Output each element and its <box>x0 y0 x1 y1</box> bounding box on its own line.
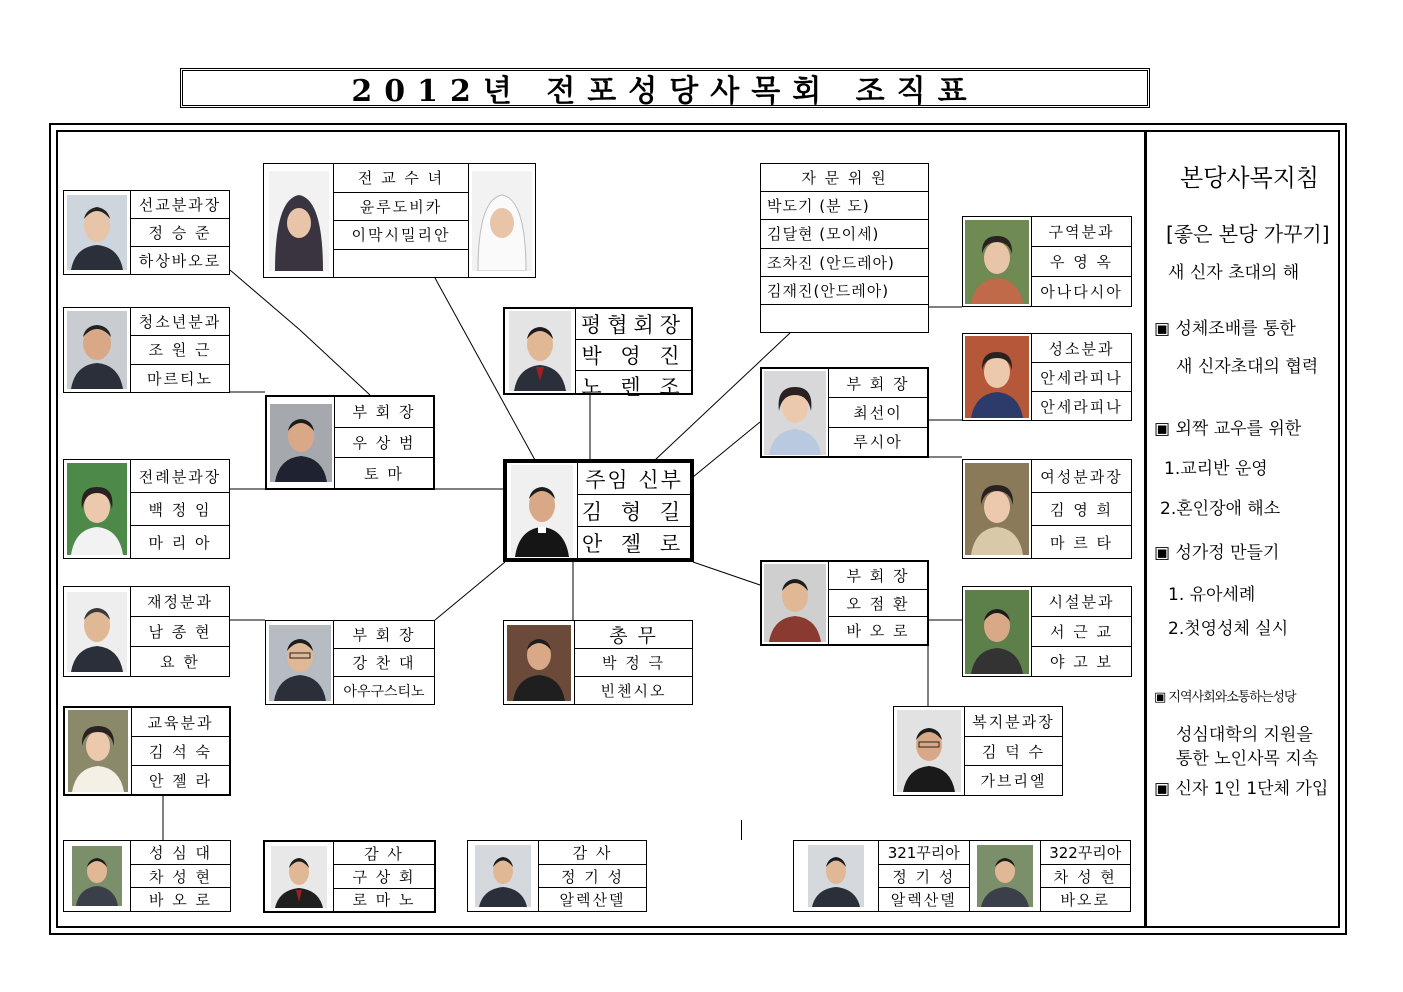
guidelines-heading: 본당사목지침 <box>1180 164 1320 192</box>
guideline-line: 통한 노인사목 지속 <box>1176 749 1319 769</box>
role: 복지분과장 <box>965 707 1062 737</box>
page-title: 2012년 전포성당사목회 조직표 <box>180 68 1150 108</box>
photo <box>468 841 539 911</box>
box-curia <box>793 840 1131 912</box>
baptismal-name: 마 르 타 <box>1049 533 1113 552</box>
guideline-line: 1. 유아세례 <box>1168 585 1256 605</box>
guideline-line: 성심대학의 지원을 <box>1176 725 1313 745</box>
pastor-photo <box>507 463 578 558</box>
box-sacristy <box>962 333 1132 421</box>
person-name: 조 원 근 <box>131 336 229 364</box>
role: 평협회장 <box>576 309 691 340</box>
role: 부 회 장 <box>335 397 433 428</box>
photo <box>64 841 131 911</box>
baptismal-name: 아우구스티노 <box>343 683 425 700</box>
role: 감 사 <box>539 841 646 865</box>
box-vice-president-lower-left <box>265 620 435 705</box>
pastoral-guidelines <box>1150 140 1340 920</box>
person-name: 정 승 준 <box>131 219 229 247</box>
guideline-line: 2.첫영성체 실시 <box>1168 619 1289 639</box>
box-general-secretary <box>503 620 693 705</box>
role: 총 무 <box>575 621 692 649</box>
role: 전 교 수 녀 <box>334 164 468 193</box>
photo <box>963 460 1032 558</box>
guideline-line: [좋은 본당 가꾸기] <box>1166 222 1330 246</box>
person-name: 정 기 성 <box>539 865 646 889</box>
photo <box>963 217 1032 306</box>
baptismal-name: 하상바오로 <box>138 252 222 270</box>
baptismal-name: 바오로 <box>1060 891 1110 910</box>
role: 감 사 <box>334 842 434 865</box>
box-sacred-heart-college <box>63 840 231 912</box>
box-pastor <box>503 459 694 562</box>
photo <box>762 562 829 644</box>
photo <box>64 460 131 558</box>
person-name: 김 덕 수 <box>965 737 1062 767</box>
box-welfare <box>893 706 1063 796</box>
guideline-line: ▣ 신자 1인 1단체 가입 <box>1154 779 1329 799</box>
box-nuns <box>263 163 536 278</box>
box-auditor-1 <box>263 840 436 913</box>
photo <box>267 397 335 488</box>
role: 선교분과장 <box>131 191 229 219</box>
baptismal-name: 가브리엘 <box>980 772 1047 791</box>
empty-cell <box>334 250 468 278</box>
baptismal-name: 마르티노 <box>147 369 213 388</box>
role: 청소년분과 <box>131 308 229 336</box>
baptismal-name: 요 한 <box>160 653 200 671</box>
photo <box>64 308 131 392</box>
advisor-name: 김달현 (모이세) <box>761 220 928 248</box>
stray-mark <box>741 820 742 840</box>
box-council-president <box>503 307 693 399</box>
person-name: 우 영 옥 <box>1032 247 1131 277</box>
role: 부 회 장 <box>829 369 927 398</box>
baptismal-name: 마 리 아 <box>148 533 212 552</box>
person-name: 김 영 희 <box>1032 493 1131 526</box>
nun-photo <box>264 164 334 277</box>
box-vice-president-female <box>760 367 929 458</box>
baptismal-name: 아나다시아 <box>1040 283 1123 301</box>
photo <box>266 621 334 704</box>
role: 여성분과장 <box>1032 460 1131 493</box>
guideline-line: ▣ 외짝 교우를 위한 <box>1154 419 1302 439</box>
box-mission <box>63 190 230 275</box>
box-vice-president-left <box>265 395 435 490</box>
photo <box>762 369 829 456</box>
box-finance <box>63 586 230 677</box>
role: 전례분과장 <box>131 460 229 493</box>
baptismal-name: 안 젤 로 <box>581 531 687 556</box>
person-name: 박 정 극 <box>575 649 692 677</box>
person-name: 차 성 현 <box>131 865 230 889</box>
person-name: 이막시밀리안 <box>334 221 468 250</box>
role: 부 회 장 <box>334 621 434 649</box>
baptismal-name: 토 마 <box>364 464 404 483</box>
person-name: 우 상 범 <box>335 428 433 459</box>
photo <box>505 309 576 393</box>
role: 321꾸리아 <box>879 841 969 865</box>
box-vice-president-right <box>760 560 929 646</box>
advisor-name: 박도기 (분 도) <box>761 192 928 220</box>
guideline-line: 2.혼인장애 해소 <box>1160 499 1281 519</box>
box-district <box>962 216 1132 307</box>
baptismal-name: 알렉산델 <box>890 891 957 910</box>
role: 시설분과 <box>1032 587 1131 617</box>
photo <box>265 842 334 911</box>
baptismal-name: 루시아 <box>853 433 903 452</box>
guideline-line: ▣ 성가정 만들기 <box>1154 543 1280 563</box>
box-education <box>63 706 231 796</box>
role: 구역분과 <box>1032 217 1131 247</box>
person-name: 박 영 진 <box>576 340 691 371</box>
role: 322꾸리아 <box>1041 841 1131 865</box>
advisor-name: 김재진(안드레아) <box>761 277 928 305</box>
box-youth <box>63 307 230 393</box>
role: 교육분과 <box>132 708 229 737</box>
box-liturgy <box>63 459 230 559</box>
box-auditor-2 <box>467 840 647 912</box>
person-name: 안세라피나 <box>1032 363 1131 392</box>
person-name: 윤루도비카 <box>334 193 468 222</box>
baptismal-name: 야 고 보 <box>1049 653 1113 671</box>
guideline-line: ▣ 성체조배를 통한 <box>1154 319 1296 339</box>
role: 성소분과 <box>1032 334 1131 363</box>
role: 성 심 대 <box>131 841 230 865</box>
guideline-line: 1.교리반 운영 <box>1164 459 1268 479</box>
person-name: 김 형 길 <box>578 495 690 527</box>
nun-photo <box>469 164 535 277</box>
box-women <box>962 459 1132 559</box>
person-name: 정 기 성 <box>879 865 969 889</box>
baptismal-name: 로 마 노 <box>352 891 416 910</box>
role: 주임 신부 <box>578 463 690 495</box>
photo <box>64 587 131 676</box>
baptismal-name: 알렉산델 <box>559 891 626 910</box>
guideline-line: 새 신자초대의 협력 <box>1176 357 1319 377</box>
baptismal-name: 안세라피나 <box>1040 397 1123 416</box>
role: 자 문 위 원 <box>761 164 928 192</box>
empty-cell <box>761 305 928 332</box>
person-name: 최선이 <box>829 398 927 427</box>
person-name: 구 상 회 <box>334 865 434 888</box>
photo <box>894 707 965 795</box>
baptismal-name: 바 오 로 <box>846 622 910 641</box>
photo <box>963 587 1032 676</box>
person-name: 백 정 임 <box>131 493 229 526</box>
baptismal-name: 바 오 로 <box>148 891 212 910</box>
guideline-line: 새 신자 초대의 해 <box>1168 263 1300 283</box>
photo <box>504 621 575 704</box>
person-name: 차 성 현 <box>1041 865 1131 889</box>
person-name: 남 종 현 <box>131 617 229 647</box>
photo <box>65 708 132 794</box>
role: 재정분과 <box>131 587 229 617</box>
box-advisors <box>760 163 929 333</box>
baptismal-name: 빈첸시오 <box>600 682 667 700</box>
person-name: 강 찬 대 <box>334 649 434 677</box>
baptismal-name: 노 렌 조 <box>581 375 686 399</box>
person-name: 서 근 교 <box>1032 617 1131 647</box>
person-name: 오 점 환 <box>829 590 927 618</box>
role: 부 회 장 <box>829 562 927 590</box>
baptismal-name: 안 젤 라 <box>148 771 212 790</box>
person-name: 김 석 숙 <box>132 737 229 766</box>
guideline-line: ▣ 지역사회와소통하는성당 <box>1154 690 1296 705</box>
box-facilities <box>962 586 1132 677</box>
photo <box>970 841 1041 911</box>
advisor-name: 조차진 (안드레아) <box>761 249 928 277</box>
photo <box>794 841 879 911</box>
photo <box>963 334 1032 420</box>
photo <box>64 191 131 274</box>
